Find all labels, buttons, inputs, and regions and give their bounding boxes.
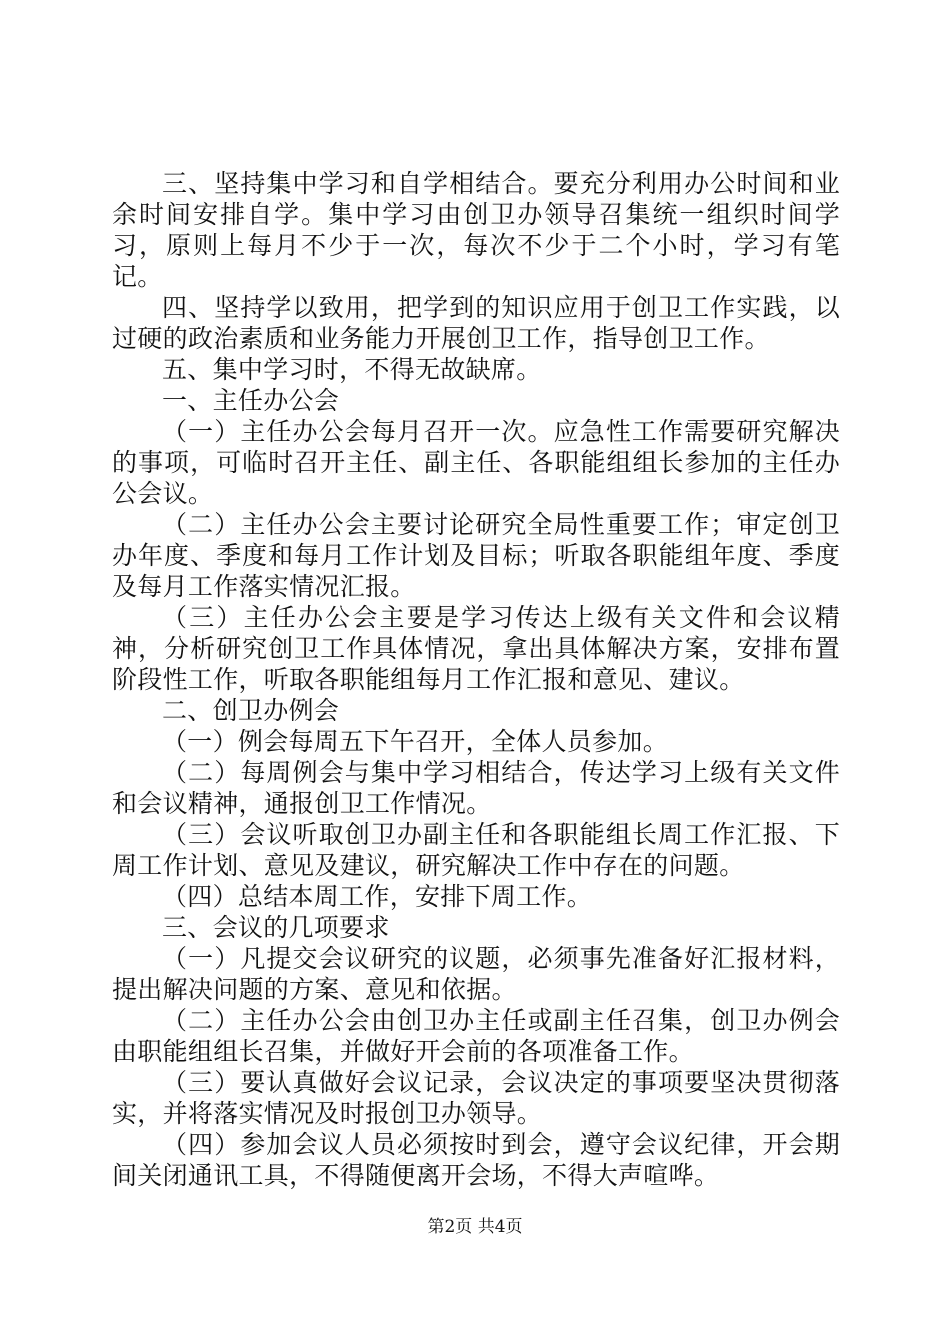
paragraph-apply-learning: 四、坚持学以致用，把学到的知识应用于创卫工作实践，以过硬的政治素质和业务能力开展创卫工作，指导创卫工作。 xyxy=(112,293,840,353)
paragraph-study-combination: 三、坚持集中学习和自学相结合。要充分利用办公时间和业余时间安排自学。集中学习由创卫办领导召集统一组织时间学习，原则上每月不少于一次，每次不少于二个小时，学习有笔记。 xyxy=(112,169,840,291)
paragraph-director-meeting-2: （二）主任办公会主要讨论研究全局性重要工作；审定创卫办年度、季度和每月工作计划及目标；听取各职能组年度、季度及每月工作落实情况汇报。 xyxy=(112,510,840,601)
paragraph-director-meeting-1: （一）主任办公会每月召开一次。应急性工作需要研究解决的事项，可临时召开主任、副主任、各职能组组长参加的主任办公会议。 xyxy=(112,417,840,508)
paragraph-requirement-1: （一）凡提交会议研究的议题，必须事先准备好汇报材料，提出解决问题的方案、意见和依据。 xyxy=(112,944,840,1004)
paragraph-director-meeting-3: （三）主任办公会主要是学习传达上级有关文件和会议精神，分析研究创卫工作具体情况，拿出具体解决方案，安排布置阶段性工作，听取各职能组每月工作汇报和意见、建议。 xyxy=(112,603,840,694)
section-heading-director-meeting: 一、主任办公会 xyxy=(162,386,340,415)
paragraph-regular-meeting-3: （三）会议听取创卫办副主任和各职能组长周工作汇报、下周工作计划、意见及建议，研究解决工作中存在的问题。 xyxy=(112,820,840,880)
paragraph-requirement-3: （三）要认真做好会议记录，会议决定的事项要坚决贯彻落实，并将落实情况及时报创卫办领导。 xyxy=(112,1068,840,1128)
paragraph-regular-meeting-4: （四）总结本周工作，安排下周工作。 xyxy=(162,882,593,911)
paragraph-regular-meeting-2: （二）每周例会与集中学习相结合，传达学习上级有关文件和会议精神，通报创卫工作情况。 xyxy=(112,758,840,818)
page-number-footer: 第2页 共4页 xyxy=(427,1217,523,1237)
document-body xyxy=(112,168,840,1191)
paragraph-regular-meeting-1: （一）例会每周五下午召开，全体人员参加。 xyxy=(162,727,669,756)
paragraph-requirement-2: （二）主任办公会由创卫办主任或副主任召集，创卫办例会由职能组组长召集，并做好开会前的各项准备工作。 xyxy=(112,1006,840,1066)
section-heading-regular-meeting: 二、创卫办例会 xyxy=(162,696,340,725)
section-heading-meeting-requirements: 三、会议的几项要求 xyxy=(162,913,390,942)
paragraph-no-absence: 五、集中学习时，不得无故缺席。 xyxy=(162,355,542,384)
paragraph-requirement-4: （四）参加会议人员必须按时到会，遵守会议纪律，开会期间关闭通讯工具，不得随便离开会场，不得大声喧哗。 xyxy=(112,1130,840,1190)
